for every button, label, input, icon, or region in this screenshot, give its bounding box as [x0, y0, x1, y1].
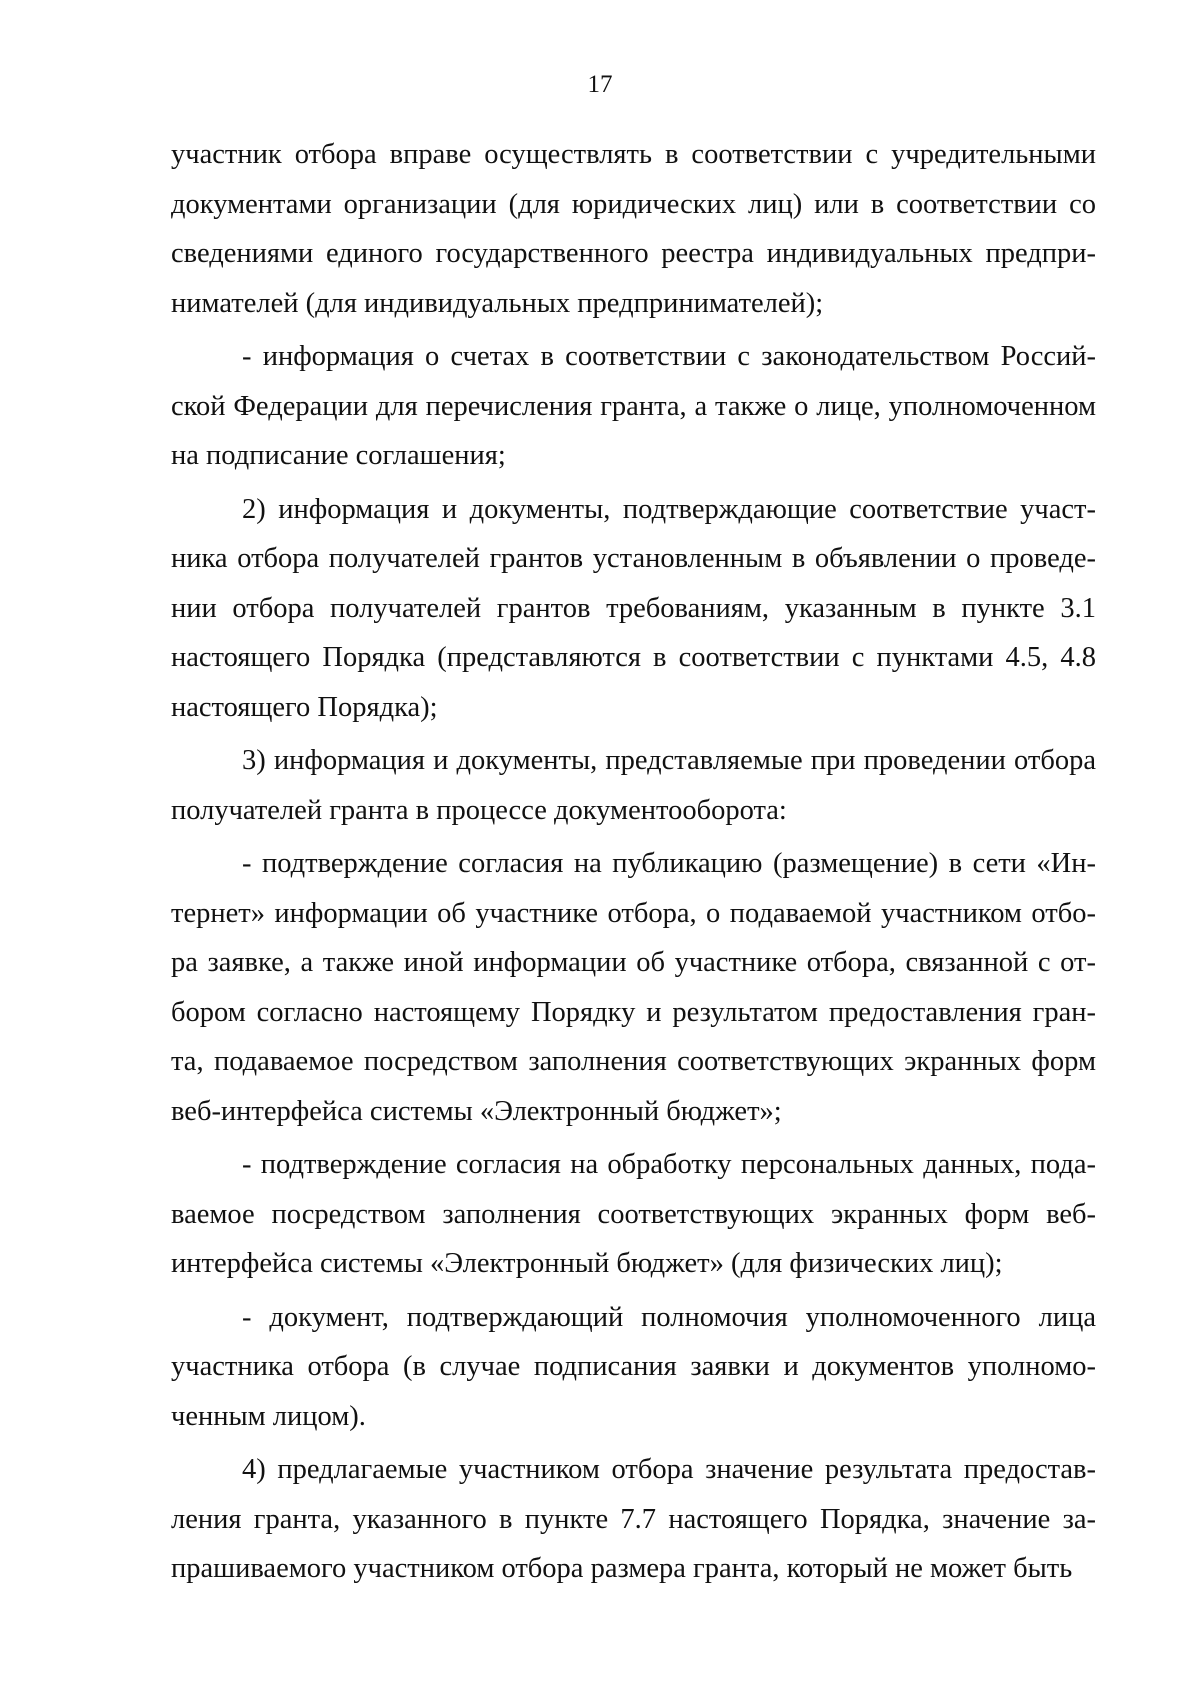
paragraph	[171, 736, 1096, 835]
text-line: документами организации (для юридических лиц) или в соответствии со	[171, 188, 1096, 220]
text-line: участник отбора вправе осуществлять в соответствии с учредительными	[171, 139, 1096, 170]
text-line: ления гранта, указанного в пункте 7.7 настоящего Порядка, значение за-	[171, 1503, 1096, 1535]
text-line: интерфейса системы «Электронный бюджет» (для физических лиц);	[171, 1248, 1003, 1279]
text-line: прашиваемого участником отбора размера гранта, который не может быть	[171, 1553, 1073, 1584]
text-line: та, подаваемое посредством заполнения соответствующих экранных форм	[171, 1046, 1096, 1077]
paragraph	[171, 839, 1096, 1136]
paragraph	[171, 130, 1096, 328]
text-line: - подтверждение согласия на публикацию (размещение) в сети «Ин-	[242, 848, 1096, 879]
text-line: ченным лицом).	[171, 1400, 366, 1432]
text-line: ваемое посредством заполнения соответствующих экранных форм веб-	[171, 1198, 1096, 1230]
text-line: ра заявке, а также иной информации об участнике отбора, связанной с от-	[171, 947, 1096, 978]
text-line: получателей гранта в процессе документооборота:	[171, 794, 787, 826]
text-line: - подтверждение согласия на обработку персональных данных, пода-	[242, 1149, 1096, 1180]
text-line: настоящего Порядка (представляются в соответствии с пунктами 4.5, 4.8	[171, 642, 1096, 673]
text-line: 2) информация и документы, подтверждающие соответствие участ-	[242, 493, 1096, 525]
text-line: - информация о счетах в соответствии с законодательством Россий-	[242, 341, 1096, 372]
text-line: сведениями единого государственного реестра индивидуальных предпри-	[171, 238, 1096, 269]
text-line: 4) предлагаемые участником отбора значение результата предостав-	[242, 1454, 1096, 1485]
text-line: нии отбора получателей грантов требованиям, указанным в пункте 3.1	[171, 592, 1096, 624]
text-line: веб-интерфейса системы «Электронный бюджет»;	[171, 1095, 782, 1127]
text-line: ника отбора получателей грантов установленным в объявлении о проведе-	[171, 543, 1096, 574]
paragraph	[171, 332, 1096, 481]
text-line: - документ, подтверждающий полномочия уполномоченного лица	[242, 1301, 1096, 1333]
paragraph	[171, 485, 1096, 733]
paragraph	[171, 1293, 1096, 1442]
text-line: настоящего Порядка);	[171, 691, 438, 723]
text-line: нимателей (для индивидуальных предпринимателей);	[171, 287, 824, 319]
text-line: ской Федерации для перечисления гранта, а также о лице, уполномоченном	[171, 390, 1096, 422]
text-line: участника отбора (в случае подписания заявки и документов уполномо-	[171, 1351, 1096, 1382]
paragraph	[171, 1140, 1096, 1289]
page-number: 17	[587, 71, 613, 98]
text-line: бором согласно настоящему Порядку и результатом предоставления гран-	[171, 996, 1096, 1028]
document-body	[171, 130, 1096, 1594]
paragraph	[171, 1445, 1096, 1594]
text-line: на подписание соглашения;	[171, 440, 506, 471]
text-line: тернет» информации об участнике отбора, о подаваемой участником отбо-	[171, 897, 1096, 929]
text-line: 3) информация и документы, представляемые при проведении отбора	[242, 745, 1096, 776]
